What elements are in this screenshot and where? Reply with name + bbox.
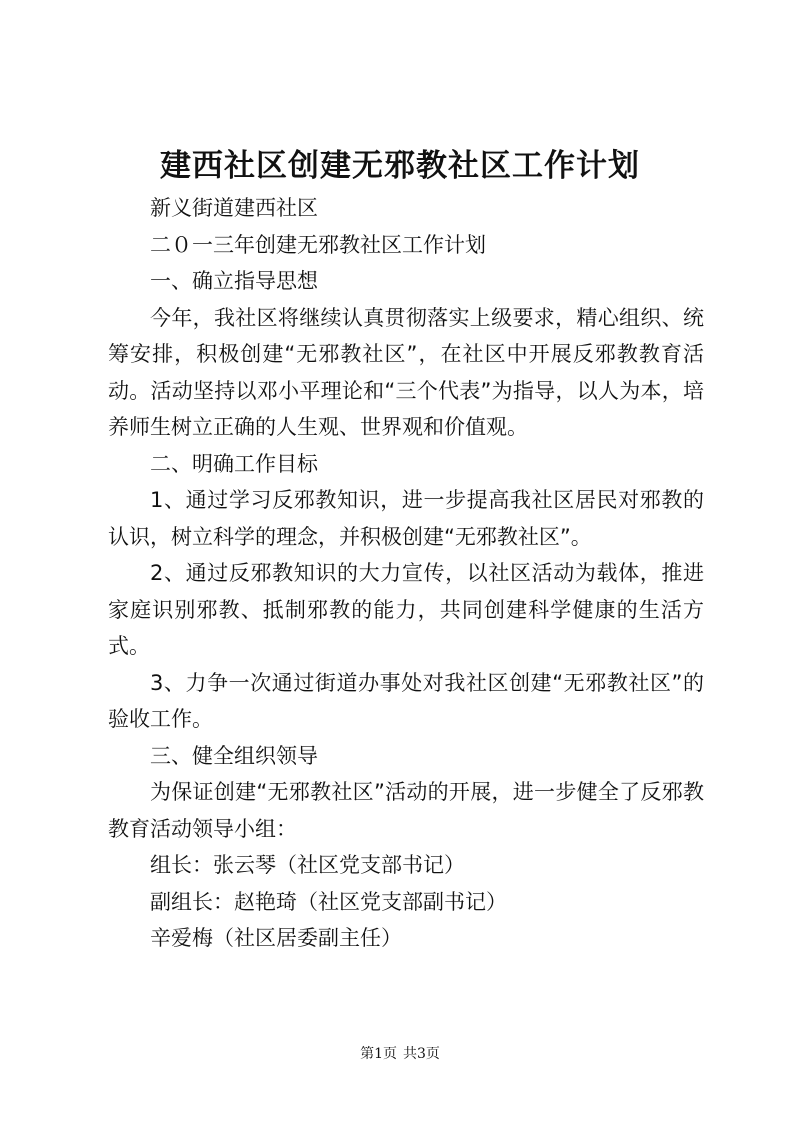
page-number: 第1页 <box>360 1046 397 1062</box>
paragraph-organization: 为保证创建“无邪教社区”活动的开展，进一步健全了反邪教教育活动领导小组： <box>108 780 704 841</box>
heading-work-goals: 二、明确工作目标 <box>150 451 318 476</box>
paragraph-deputy-leader: 副组长：赵艳琦（社区党支部副书记） <box>150 889 507 914</box>
paragraph-goal-1: 1、通过学习反邪教知识，进一步提高我社区居民对邪教的认识，树立科学的理念，并积极创建“无邪教社区”。 <box>108 488 704 549</box>
paragraph-member: 辛爱梅（社区居委副主任） <box>150 926 402 950</box>
paragraph-goal-3: 3、力争一次通过街道办事处对我社区创建“无邪教社区”的验收工作。 <box>108 670 704 731</box>
heading-organization: 三、健全组织领导 <box>150 743 318 768</box>
paragraph-goal-2: 2、通过反邪教知识的大力宣传，以社区活动为载体，推进家庭识别邪教、抵制邪教的能力，共同创建科学健康的生活方式。 <box>108 561 704 658</box>
paragraph-plan-subtitle: 二０一三年创建无邪教社区工作计划 <box>150 232 486 257</box>
paragraph-community-name: 新义街道建西社区 <box>150 196 318 220</box>
paragraph-group-leader: 组长：张云琴（社区党支部书记） <box>150 853 465 877</box>
document-body <box>108 190 704 957</box>
page-total: 共3页 <box>403 1046 440 1062</box>
document-title: 建西社区创建无邪教社区工作计划 <box>160 148 640 184</box>
heading-guiding-thought: 一、确立指导思想 <box>150 269 318 293</box>
page-footer <box>0 1043 800 1063</box>
paragraph-guiding-thought: 今年，我社区将继续认真贯彻落实上级要求，精心组织、统筹安排，积极创建“无邪教社区”，在社区中开展反邪教教育活动。活动坚持以邓小平理论和“三个代表”为指导，以人为本，培养师生树立正确的人生观、世界观和价值观。 <box>108 305 704 439</box>
